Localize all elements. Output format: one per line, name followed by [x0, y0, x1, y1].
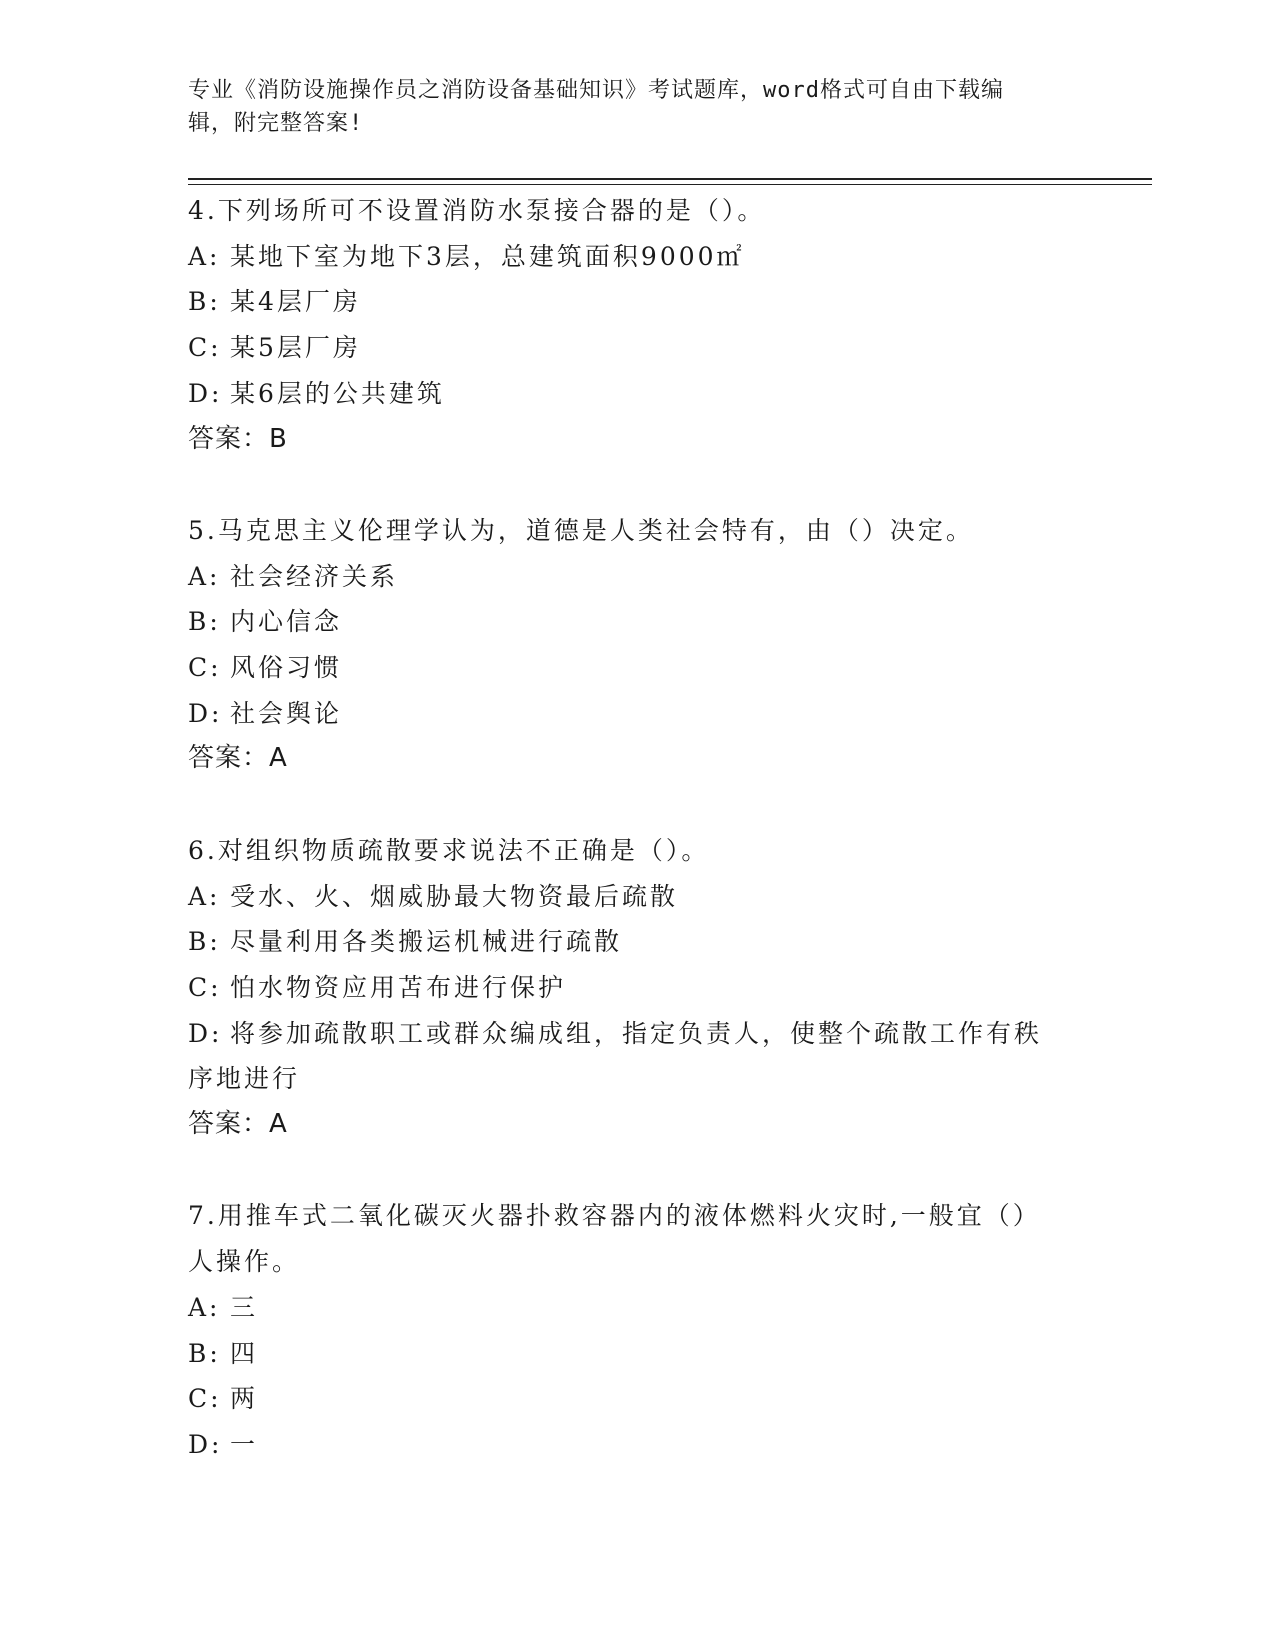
- question-stem: 6.对组织物质疏散要求说法不正确是（）。: [188, 835, 710, 865]
- option-key: C:: [188, 972, 222, 1002]
- option-text: 社会舆论: [230, 698, 343, 728]
- option-b: [188, 1331, 1088, 1377]
- option-text: 某6层的公共建筑: [230, 378, 445, 408]
- option-b: [188, 919, 1088, 965]
- option-text: 某5层厂房: [230, 333, 361, 363]
- option-key: B:: [188, 927, 221, 957]
- option-key: C:: [188, 653, 222, 683]
- option-d: [188, 1422, 1088, 1468]
- answer-line: 答案：A: [188, 743, 288, 774]
- option-text: 社会经济关系: [230, 561, 399, 591]
- question-stem: 7.用推车式二氧化碳灭火器扑救容器内的液体燃料火灾时,一般宜（）: [188, 1201, 1041, 1231]
- question-4: [188, 188, 1088, 508]
- option-c: [188, 325, 1088, 371]
- header-divider-thick: [188, 178, 1152, 180]
- option-a: [188, 234, 1088, 280]
- answer-line: 答案：A: [188, 1109, 288, 1140]
- option-text: 一: [230, 1429, 259, 1459]
- spacer: [188, 462, 1088, 508]
- question-5: [188, 508, 1088, 828]
- option-a: [188, 554, 1088, 600]
- option-text: 两: [230, 1384, 259, 1414]
- option-key: C:: [188, 1384, 222, 1414]
- question-7: [188, 1193, 1088, 1467]
- option-d-continuation: 序地进行: [188, 1064, 301, 1094]
- option-c: [188, 645, 1088, 691]
- question-stem-continuation: 人操作。: [188, 1247, 301, 1277]
- option-key: D:: [188, 1429, 223, 1459]
- option-c: [188, 1376, 1088, 1422]
- option-key: A:: [188, 881, 221, 911]
- spacer: [188, 782, 1088, 828]
- option-text: 四: [230, 1338, 259, 1368]
- option-text: 受水、火、烟威胁最大物资最后疏散: [230, 881, 679, 911]
- question-6: [188, 828, 1088, 1194]
- question-stem: 4.下列场所可不设置消防水泵接合器的是（）。: [188, 196, 766, 225]
- option-d: [188, 691, 1088, 737]
- option-b: [188, 599, 1088, 645]
- header-divider-thin: [188, 184, 1152, 185]
- option-key: A:: [188, 241, 221, 271]
- option-key: B:: [188, 287, 221, 317]
- option-text: 内心信念: [230, 607, 343, 637]
- option-text: 某4层厂房: [230, 287, 361, 317]
- option-d: [188, 371, 1088, 417]
- option-b: [188, 279, 1088, 325]
- header-line-2: 辑，附完整答案!: [188, 111, 364, 136]
- option-text: 将参加疏散职工或群众编成组，指定负责人，使整个疏散工作有秩: [230, 1018, 1043, 1048]
- spacer: [188, 1148, 1088, 1194]
- option-key: B:: [188, 1338, 221, 1368]
- question-stem: 5.马克思主义伦理学认为，道德是人类社会特有，由（）决定。: [188, 515, 974, 545]
- option-key: D:: [188, 378, 223, 408]
- option-text: 某地下室为地下3层，总建筑面积9000㎡: [230, 241, 745, 271]
- option-c: [188, 965, 1088, 1011]
- answer-line: 答案：B: [188, 423, 288, 454]
- option-key: D:: [188, 698, 223, 728]
- option-text: 风俗习惯: [230, 653, 343, 683]
- option-key: A:: [188, 1292, 221, 1322]
- option-text: 尽量利用各类搬运机械进行疏散: [230, 927, 623, 957]
- option-d: [188, 1011, 1088, 1057]
- header-line-1: 专业《消防设施操作员之消防设备基础知识》考试题库，word格式可自由下载编: [188, 78, 1004, 103]
- option-a: [188, 874, 1088, 920]
- option-text: 三: [230, 1292, 259, 1322]
- option-key: C:: [188, 333, 222, 363]
- option-key: D:: [188, 1018, 223, 1048]
- document-header: [188, 74, 1068, 140]
- option-a: [188, 1285, 1088, 1331]
- option-key: B:: [188, 607, 221, 637]
- question-list: [188, 188, 1088, 1468]
- option-text: 怕水物资应用苫布进行保护: [230, 972, 567, 1002]
- option-key: A:: [188, 561, 221, 591]
